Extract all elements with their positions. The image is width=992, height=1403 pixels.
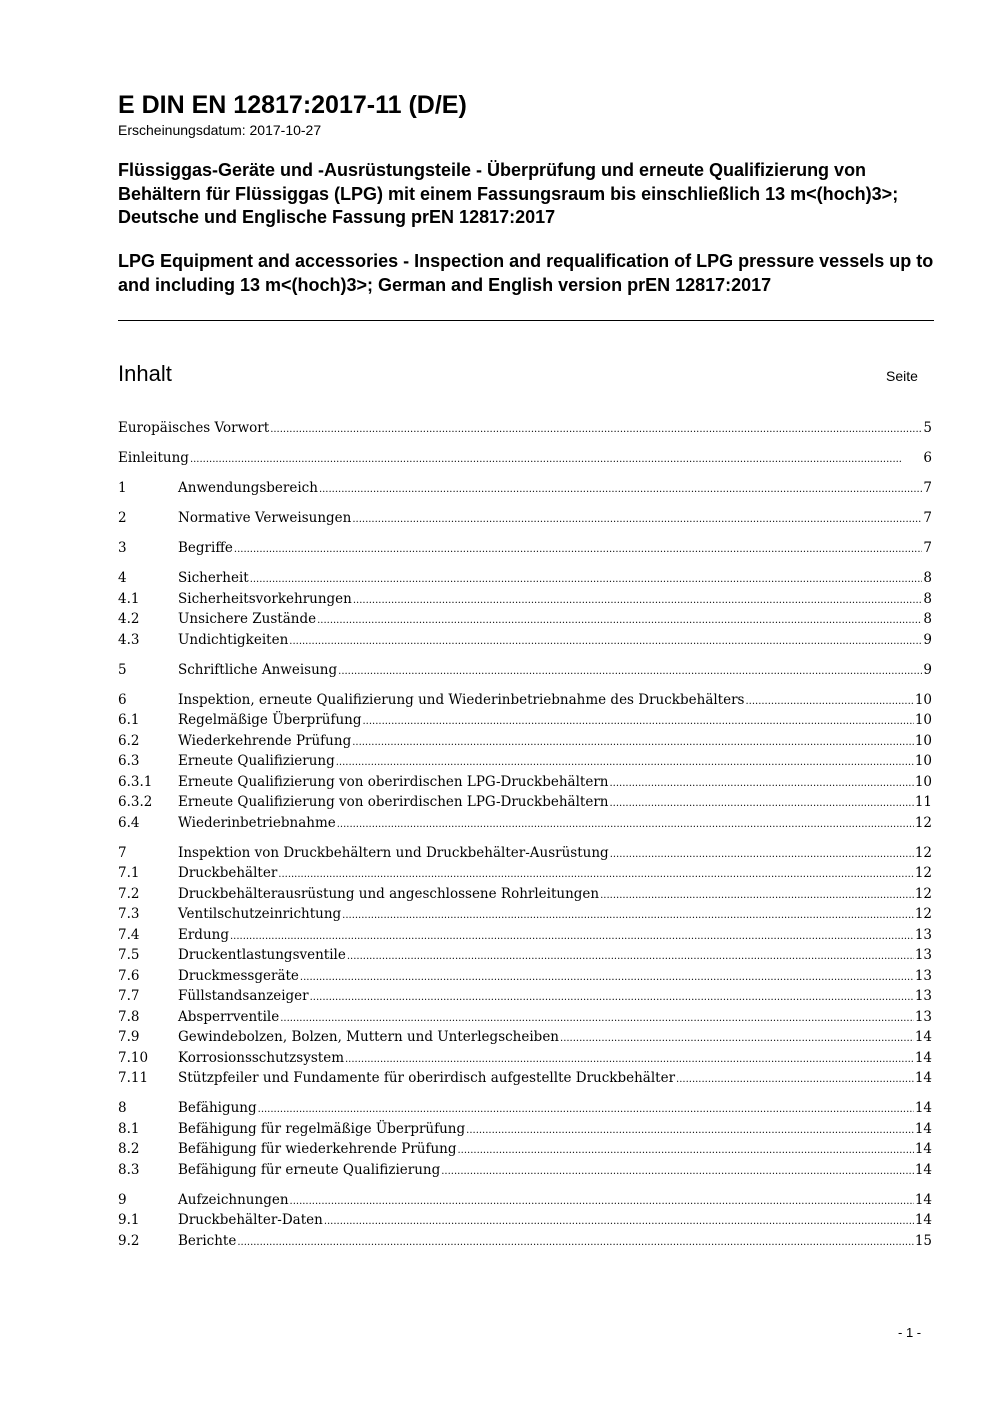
toc-entry-page: 12 [914, 906, 932, 922]
toc-entry-page: 8 [923, 611, 932, 627]
toc-entry[interactable] [118, 1139, 932, 1160]
toc-dot-leader [190, 448, 922, 471]
toc-entry-title: Erdung [178, 926, 229, 943]
toc-entry-number: 7.4 [118, 926, 140, 943]
toc-dot-leader [352, 731, 914, 754]
toc-entry[interactable] [118, 690, 932, 711]
toc-entry-number: 8.3 [118, 1161, 140, 1178]
toc-entry[interactable] [118, 660, 932, 681]
toc-entry-title: Wiederkehrende Prüfung [178, 732, 352, 749]
toc-entry[interactable] [118, 710, 932, 731]
toc-entry-number: 5 [118, 661, 127, 678]
toc-entry-page: 14 [914, 1141, 932, 1157]
toc-entry-title: Ventilschutzeinrichtung [178, 906, 342, 922]
toc-entry-page: 10 [914, 732, 932, 749]
toc-entry[interactable] [118, 904, 932, 925]
toc-entry[interactable] [118, 1231, 932, 1252]
toc-entry-title: Befähigung für regelmäßige Überprüfung [178, 1120, 466, 1137]
toc-heading: Inhalt [118, 361, 172, 386]
toc-entry-number: 7.10 [118, 1049, 149, 1066]
toc-entry-title: Erneute Qualifizierung [178, 753, 335, 769]
toc-entry-page: 8 [923, 590, 932, 607]
toc-entry-title: Inspektion von Druckbehältern und Druckbehälter-Ausrüstung [178, 844, 609, 861]
toc-entry-number: 6 [118, 691, 127, 708]
title-german: Flüssiggas-Geräte und -Ausrüstungsteile - Überprüfung und erneute Qualifizierung von Behältern für Flüssiggas (LPG) mit einem Fassungsraum bis einschließlich 13 m<(hoch)3>; Deutsche und Englische Fassung prEN 12817:2017 [118, 160, 899, 227]
toc-entry-title: Normative Verweisungen [178, 510, 352, 526]
toc-entry-title: Druckbehälter [178, 865, 278, 881]
toc-entry-number: 9.2 [118, 1232, 140, 1249]
toc-dot-leader [745, 690, 913, 713]
toc-entry-title: Europäisches Vorwort [118, 420, 270, 436]
toc-entry-number: 4.2 [118, 611, 140, 627]
toc-entry-page: 7 [923, 480, 932, 496]
toc-entry-page: 7 [923, 540, 932, 556]
toc-entry[interactable] [118, 1048, 932, 1069]
toc-entry[interactable] [118, 1068, 932, 1089]
toc-dot-leader [363, 710, 914, 733]
toc-entry-page: 13 [914, 926, 932, 943]
toc-entry-number: 8 [118, 1100, 127, 1116]
publication-date: Erscheinungsdatum: 2017-10-27 [118, 122, 322, 138]
toc-entry-title: Druckbehälterausrüstung und angeschlossene Rohrleitungen [178, 885, 600, 902]
toc-entry-title: Druckbehälter-Daten [178, 1212, 323, 1228]
toc-entry[interactable] [118, 1098, 932, 1119]
toc-entry-title: Sicherheit [178, 570, 249, 586]
toc-entry-title: Absperrventile [178, 1008, 280, 1025]
toc-entry-page: 13 [914, 988, 932, 1004]
toc-dot-leader [319, 478, 922, 501]
toc-entry-title: Druckentlastungsventile [178, 947, 346, 963]
toc-entry-number: 7.3 [118, 906, 140, 922]
toc-entry-page: 11 [914, 794, 932, 810]
toc-entry-title: Füllstandsanzeiger [178, 988, 309, 1004]
toc-entry-page: 14 [914, 1161, 932, 1178]
toc-entry-number: 7.8 [118, 1008, 140, 1025]
toc-entry[interactable] [118, 1190, 932, 1211]
toc-entry-title: Aufzeichnungen [178, 1191, 289, 1208]
toc-entry-number: 7.2 [118, 885, 140, 902]
toc-entry[interactable] [118, 751, 932, 772]
toc-entry-number: 6.3.1 [118, 773, 153, 790]
toc-entry[interactable] [118, 508, 932, 529]
toc-entry-number: 6.2 [118, 732, 140, 749]
toc-dot-leader [317, 609, 922, 632]
toc-dot-leader [345, 1048, 914, 1071]
toc-dot-leader [250, 568, 923, 591]
toc-entry-title: Berichte [178, 1232, 237, 1249]
toc-entry-title: Erneute Qualifizierung von oberirdischen LPG-Druckbehältern [178, 773, 609, 790]
toc-entry[interactable] [118, 843, 932, 864]
toc-dot-leader [300, 966, 914, 989]
toc-entry-number: 3 [118, 540, 127, 556]
toc-entry-title: Stützpfeiler und Fundamente für oberirdisch aufgestellte Druckbehälter [178, 1070, 676, 1086]
toc-dot-leader [610, 772, 914, 795]
toc-entry-page: 10 [914, 753, 932, 769]
toc-entry-number: 6.1 [118, 712, 140, 728]
toc-entry[interactable] [118, 986, 932, 1007]
toc-entry[interactable] [118, 1119, 932, 1140]
toc-entry-page: 9 [923, 631, 932, 648]
toc-entry-page: 14 [914, 1212, 932, 1228]
toc-dot-leader [676, 1068, 914, 1091]
toc-entry[interactable] [118, 925, 932, 946]
toc-dot-leader [310, 986, 914, 1009]
toc-entry-title: Befähigung für wiederkehrende Prüfung [178, 1141, 457, 1157]
toc-entry-number: 4.3 [118, 631, 140, 648]
toc-entry-page: 14 [914, 1029, 932, 1045]
toc-dot-leader [458, 1139, 914, 1162]
toc-entry[interactable] [118, 884, 932, 905]
footer-page-number: - 1 - [898, 1325, 922, 1340]
toc-entry-page: 12 [914, 844, 932, 861]
toc-dot-leader [258, 1098, 914, 1121]
toc-entry-page: 13 [914, 1008, 932, 1025]
toc-entry[interactable] [118, 813, 932, 834]
toc-entry[interactable] [118, 1007, 932, 1028]
toc-entry-number: 7.9 [118, 1029, 140, 1045]
toc-dot-leader [560, 1027, 914, 1050]
toc-entry-number: 7.11 [118, 1070, 149, 1086]
toc-dot-leader [270, 418, 922, 441]
toc-entry-title: Druckmessgeräte [178, 967, 299, 984]
toc-dot-leader [466, 1119, 914, 1142]
toc-entry-page: 10 [914, 691, 932, 708]
toc-entry-title: Befähigung [178, 1100, 257, 1116]
toc-entry[interactable] [118, 448, 932, 469]
toc-dot-leader [347, 945, 914, 968]
toc-entry[interactable] [118, 772, 932, 793]
toc-dot-leader [610, 843, 914, 866]
toc-dot-leader [336, 751, 914, 774]
toc-dot-leader [234, 538, 923, 561]
toc-entry[interactable] [118, 1160, 932, 1181]
toc-entry-page: 5 [923, 420, 932, 436]
toc-entry[interactable] [118, 609, 932, 630]
toc-entry-number: 7.1 [118, 865, 140, 881]
toc-entry-title: Korrosionsschutzsystem [178, 1049, 344, 1066]
toc-entry[interactable] [118, 568, 932, 589]
toc-entry-number: 9.1 [118, 1212, 140, 1228]
toc-entry[interactable] [118, 945, 932, 966]
toc-dot-leader [280, 1007, 914, 1030]
toc-entry-number: 7.7 [118, 988, 140, 1004]
toc-entry-number: 4 [118, 570, 127, 586]
toc-dot-leader [600, 884, 914, 907]
toc-entry-page: 12 [914, 865, 932, 881]
toc-entry-title: Inspektion, erneute Qualifizierung und Wiederinbetriebnahme des Druckbehälters [178, 691, 745, 708]
toc-entry-page: 14 [914, 1100, 932, 1116]
toc-dot-leader [324, 1210, 914, 1233]
table-of-contents [118, 418, 932, 1251]
toc-entry[interactable] [118, 538, 932, 559]
toc-entry[interactable] [118, 731, 932, 752]
toc-dot-leader [290, 1190, 914, 1213]
toc-entry-page: 14 [914, 1120, 932, 1137]
toc-entry-page: 14 [914, 1191, 932, 1208]
toc-entry-number: 2 [118, 510, 127, 526]
toc-entry-title: Unsichere Zustände [178, 611, 317, 627]
toc-entry-page: 13 [914, 947, 932, 963]
toc-entry-title: Sicherheitsvorkehrungen [178, 590, 352, 607]
title-english: LPG Equipment and accessories - Inspection and requalification of LPG pressure vessels up to and including 13 m<(hoch)3>; German and English version prEN 12817:2017 [118, 251, 934, 295]
toc-entry-title: Befähigung für erneute Qualifizierung [178, 1161, 441, 1178]
toc-entry-number: 6.3 [118, 753, 140, 769]
toc-entry-title: Anwendungsbereich [178, 480, 318, 496]
toc-dot-leader [230, 925, 914, 948]
toc-entry-page: 10 [914, 712, 932, 728]
toc-dot-leader [337, 813, 914, 836]
toc-entry-number: 1 [118, 480, 127, 496]
toc-entry-title: Einleitung [118, 450, 189, 466]
toc-entry-page: 7 [923, 510, 932, 526]
toc-entry-page: 10 [914, 773, 932, 790]
toc-entry[interactable] [118, 966, 932, 987]
toc-dot-leader [441, 1160, 914, 1183]
toc-entry[interactable] [118, 792, 932, 813]
toc-entry-page: 15 [914, 1232, 932, 1249]
toc-dot-leader [342, 904, 914, 927]
toc-entry-number: 9 [118, 1191, 127, 1208]
toc-dot-leader [352, 508, 922, 531]
toc-entry[interactable] [118, 863, 932, 884]
toc-entry-title: Begriffe [178, 540, 233, 556]
toc-entry-title: Regelmäßige Überprüfung [178, 712, 362, 728]
toc-entry-number: 7.6 [118, 967, 140, 984]
toc-entry[interactable] [118, 418, 932, 439]
toc-dot-leader [278, 863, 914, 886]
title-divider [118, 320, 934, 321]
toc-entry[interactable] [118, 630, 932, 651]
toc-entry-title: Wiederinbetriebnahme [178, 814, 336, 831]
toc-entry[interactable] [118, 478, 932, 499]
toc-entry-number: 6.3.2 [118, 794, 153, 810]
toc-entry-number: 8.1 [118, 1120, 140, 1137]
toc-dot-leader [353, 589, 923, 612]
toc-entry-title: Schriftliche Anweisung [178, 661, 338, 678]
toc-entry-number: 7.5 [118, 947, 140, 963]
toc-entry-page: 12 [914, 885, 932, 902]
toc-entry[interactable] [118, 1027, 932, 1048]
toc-entry-page: 6 [923, 450, 932, 466]
toc-dot-leader [610, 792, 914, 815]
toc-page-column-label: Seite [886, 368, 918, 384]
toc-entry-title: Gewindebolzen, Bolzen, Muttern und Unterlegscheiben [178, 1029, 560, 1045]
toc-entry-page: 14 [914, 1049, 932, 1066]
document-id: E DIN EN 12817:2017-11 (D/E) [118, 91, 467, 119]
toc-entry-page: 9 [923, 661, 932, 678]
toc-dot-leader [289, 630, 922, 653]
toc-dot-leader [237, 1231, 913, 1254]
toc-entry-number: 6.4 [118, 814, 140, 831]
toc-entry-number: 4.1 [118, 590, 140, 607]
toc-dot-leader [338, 660, 922, 683]
toc-entry-number: 8.2 [118, 1141, 140, 1157]
toc-entry-number: 7 [118, 844, 127, 861]
toc-entry[interactable] [118, 1210, 932, 1231]
toc-entry[interactable] [118, 589, 932, 610]
toc-entry-page: 13 [914, 967, 932, 984]
toc-entry-title: Undichtigkeiten [178, 631, 289, 648]
toc-entry-title: Erneute Qualifizierung von oberirdischen LPG-Druckbehältern [178, 794, 609, 810]
toc-entry-page: 14 [914, 1070, 932, 1086]
toc-entry-page: 12 [914, 814, 932, 831]
toc-entry-page: 8 [923, 570, 932, 586]
